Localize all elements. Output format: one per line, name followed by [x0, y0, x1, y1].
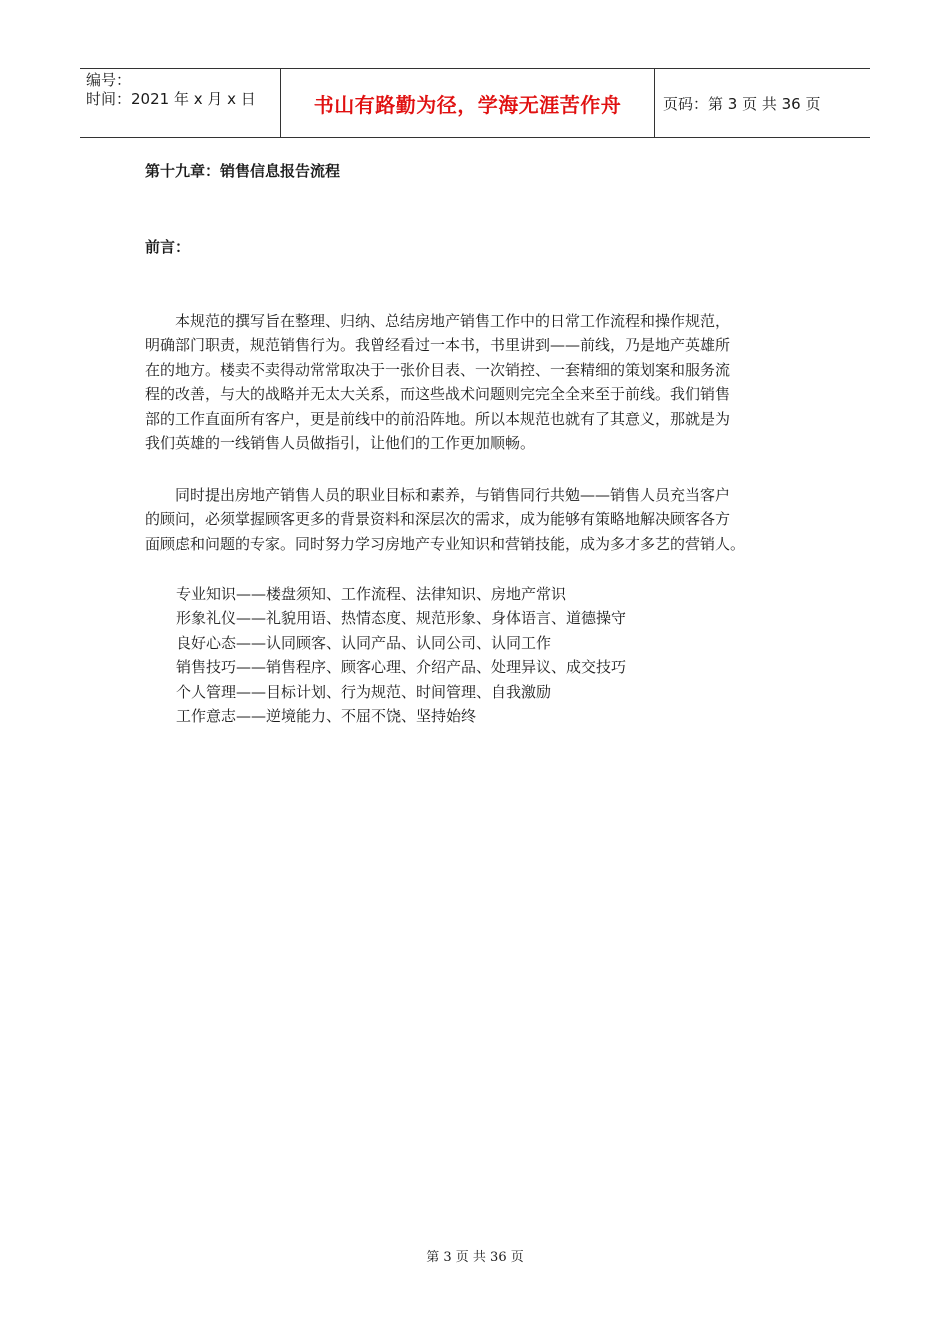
paragraph-line: 部的工作直面所有客户，更是前线中的前沿阵地。所以本规范也就有了其意义，那就是为: [145, 409, 731, 428]
page-footer: [0, 1246, 950, 1265]
paragraph-line: 程的改善，与大的战略并无太大关系，而这些战术问题则完完全全来至于前线。我们销售: [145, 385, 731, 404]
header-motto: 书山有路勤为径，学海无涯苦作舟: [313, 92, 622, 117]
list-item: 个人管理——目标计划、行为规范、时间管理、自我激励: [176, 682, 552, 701]
list-item: 工作意志——逆境能力、不屈不饶、坚持始终: [176, 707, 477, 726]
header-motto-cell: [281, 69, 655, 137]
page-header: [80, 68, 870, 138]
list-item: 销售技巧——销售程序、顾客心理、介绍产品、处理异议、成交技巧: [176, 658, 627, 677]
paragraph-line: 面顾虑和问题的专家。同时努力学习房地产专业知识和营销技能，成为多才多艺的营销人。: [145, 534, 746, 553]
preface-paragraph-2: [145, 483, 810, 556]
document-number-label: 编号：: [86, 71, 132, 89]
paragraph-line: 在的地方。楼卖不卖得动常常取决于一张价目表、一次销控、一套精细的策划案和服务流: [145, 360, 731, 379]
paragraph-line: 同时提出房地产销售人员的职业目标和素养，与销售同行共勉——销售人员充当客户: [145, 486, 731, 504]
competency-list: [176, 582, 626, 728]
paragraph-line: 本规范的撰写旨在整理、归纳、总结房地产销售工作中的日常工作流程和操作规范，: [145, 312, 731, 330]
list-item: 良好心态——认同顾客、认同产品、认同公司、认同工作: [176, 633, 552, 652]
document-date-label: 时间：2021 年 x 月 x 日: [86, 90, 256, 108]
header-page-info-cell: [655, 69, 870, 137]
paragraph-line: 的顾问，必须掌握顾客更多的背景资料和深层次的需求，成为能够有策略地解决顾客各方: [145, 510, 731, 529]
paragraph-line: 我们英雄的一线销售人员做指引，让他们的工作更加顺畅。: [145, 434, 536, 453]
paragraph-line: 明确部门职责，规范销售行为。我曾经看过一本书，书里讲到——前线，乃是地产英雄所: [145, 336, 731, 355]
preface-title: 前言：: [145, 238, 191, 256]
preface-paragraph-1: [145, 309, 810, 455]
list-item: 专业知识——楼盘须知、工作流程、法律知识、房地产常识: [176, 585, 567, 603]
chapter-title: 第十九章：销售信息报告流程: [145, 162, 341, 180]
footer-page-number: 第 3 页 共 36 页: [426, 1250, 524, 1265]
header-meta: [80, 69, 281, 137]
list-item: 形象礼仪——礼貌用语、热情态度、规范形象、身体语言、道德操守: [176, 609, 627, 628]
header-page-info: 页码：第 3 页 共 36 页: [663, 94, 821, 113]
